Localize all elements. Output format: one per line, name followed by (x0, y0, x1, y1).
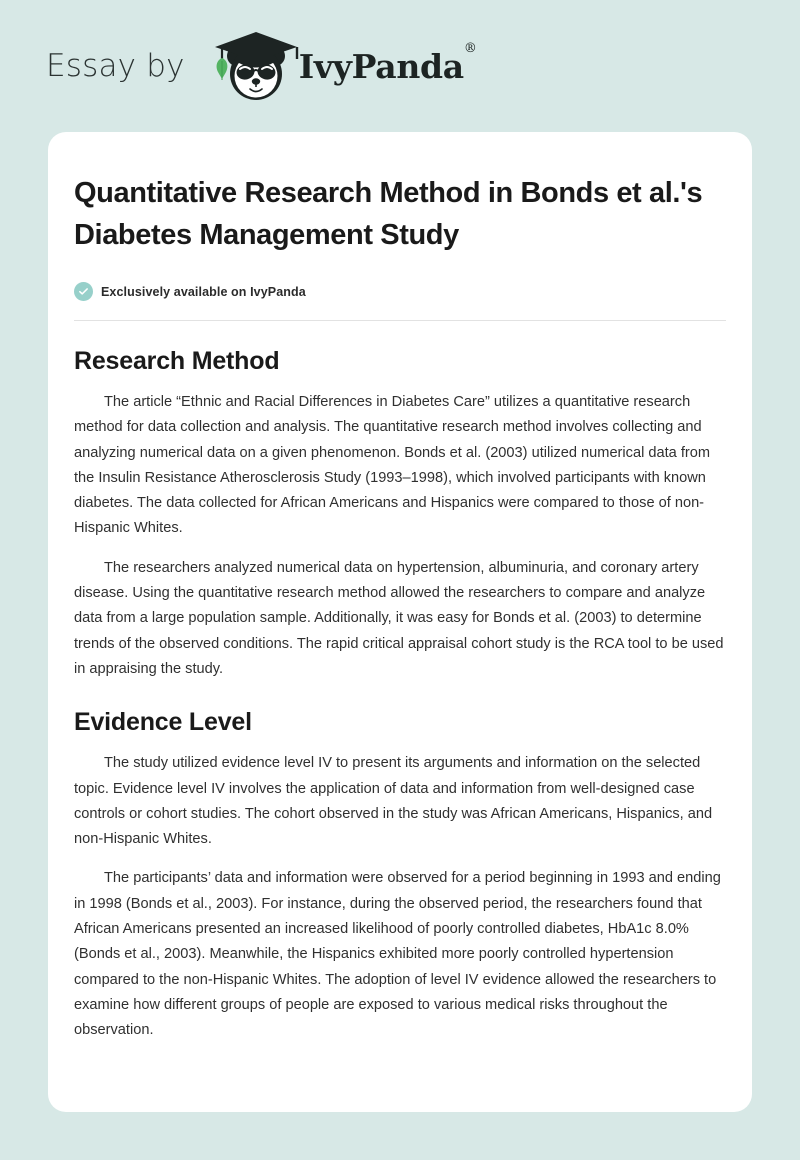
paragraph: The researchers analyzed numerical data on hypertension, albuminuria, and coronary artery disease. Using the quantitative research method allowed the researchers to compare and analyze data from a large population sample. Additionally, it was easy for Bonds et al. (2003) to determine trends of the observed conditions. The rapid critical appraisal cohort study is the RCA tool to be used in appraising the study. (74, 559, 724, 677)
essay-paper-card (48, 132, 752, 1112)
panda-graduation-cap-icon (199, 28, 303, 104)
exclusive-availability-badge (74, 282, 726, 301)
section-heading: Evidence Level (74, 708, 252, 737)
paragraph: The study utilized evidence level IV to present its arguments and information on the selected topic. Evidence level IV involves the application of data and information from well-designed case controls or cohort studies. The cohort observed in the study was African Americans, Hispanics, and non-Hispanic Whites. (74, 755, 713, 848)
section-research-method (74, 347, 726, 682)
section-heading: Research Method (74, 347, 280, 375)
title-divider (74, 320, 726, 321)
check-circle-icon (74, 282, 93, 301)
section-evidence-level (74, 708, 726, 1043)
paragraph: The article “Ethnic and Racial Differences in Diabetes Care” utilizes a quantitative research method for data collection and analysis. The quantitative research method involves collecting and analyzing numerical data on a given phenomenon. Bonds et al. (2003) utilized numerical data from the Insulin Resistance Atherosclerosis Study (1993–1998), which involved participants with known diabetes. The data collected for African Americans and Hispanics were compared to those of non-Hispanic Whites. (74, 394, 711, 537)
page-title: Quantitative Research Method in Bonds et al.'s Diabetes Management Study (74, 177, 703, 251)
ivypanda-wordmark (298, 40, 477, 86)
essay-by-label: Essay by (46, 48, 185, 84)
trademark-symbol: ® (463, 40, 477, 56)
brand-header (0, 0, 800, 132)
exclusive-badge-label: Exclusively available on IvyPanda (101, 284, 306, 299)
ivypanda-logo[interactable] (199, 28, 477, 104)
paragraph: The participants’ data and information were observed for a period beginning in 1993 and ending in 1998 (Bonds et al., 2003). For instance, during the observed period, the researchers found that African Americans presented an increased likelihood of poorly controlled diabetes, HbA1c 8.0% (Bonds et al., 2003). Meanwhile, the Hispanics exhibited more poorly controlled hypertension compared to the non-Hispanic Whites. The adoption of level IV evidence allowed the researchers to examine how different groups of people are exposed to various medical risks throughout the observation. (74, 870, 721, 1039)
brand-name-text: IvyPanda (298, 46, 464, 86)
